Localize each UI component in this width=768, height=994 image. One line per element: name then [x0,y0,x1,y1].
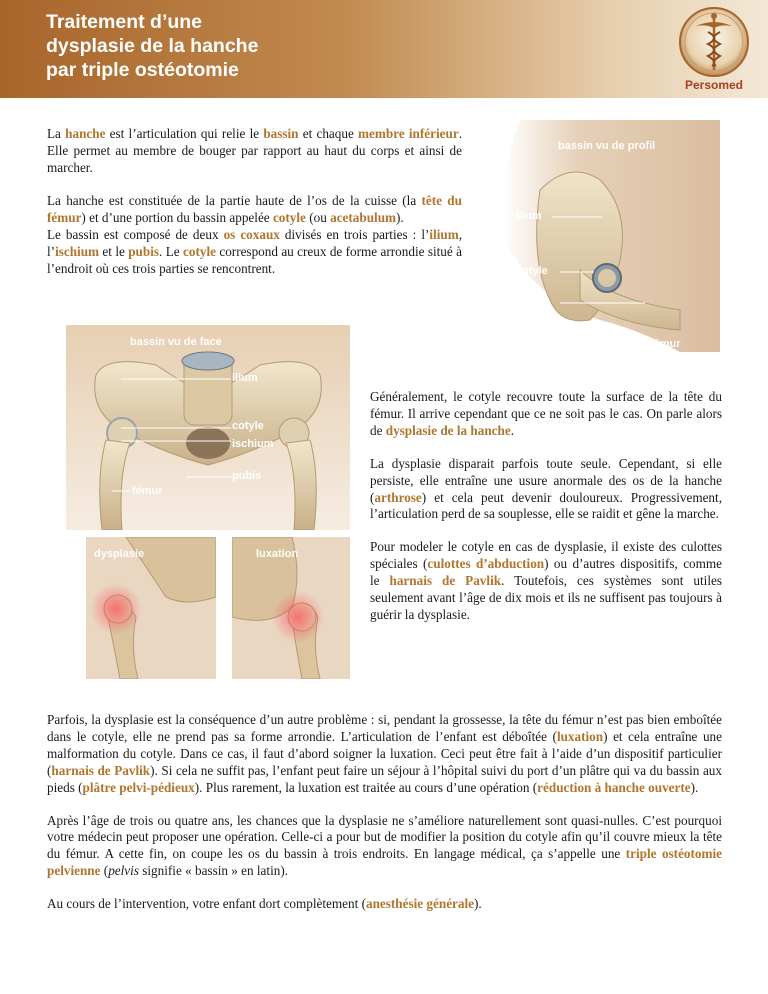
header-banner [0,0,768,98]
rich-paragraph [47,227,462,278]
text-run: , l’ [47,226,462,259]
highlighted-term: culottes d’abduction [427,556,545,572]
profile-femur-label: fémur [650,338,681,350]
highlighted-term: dysplasie de la hanche [385,422,511,438]
profile-title-label: bassin vu de profil [558,140,656,152]
front-title-label: bassin vu de face [130,336,222,348]
rich-paragraph [370,389,722,440]
text-run: Pour modeler le cotyle en cas de dysplasie, il existe des culottes spéciales ( [370,539,722,572]
text-run: . Toutefois, ces systèmes sont utiles seulement avant l’âge de dix mois et ils ne suffisent pas toujours à guérir la dysplasie. [370,573,722,622]
profile-cotyle-label: cotyle [516,265,548,277]
front-ischium-label: ischium [232,438,274,450]
highlighted-term: arthrose [374,489,422,505]
highlighted-term: harnais de Pavlik [51,762,151,778]
text-run: ) et d’une portion du bassin appelée [81,209,273,225]
text-run: ). Si cela ne suffit pas, l’enfant peut faire un séjour à l’hôpital suivi du port d’un plâtre qui va du bassin aux pieds ( [47,762,722,795]
highlighted-term: cotyle [183,243,216,259]
front-pubis-label: pubis [232,470,262,482]
title-line-3: par triple ostéotomie [46,59,239,81]
profile-ischium-label: ischium [516,325,558,337]
text-run: ). Plus rarement, la luxation est traitée au cours d’une opération ( [194,779,538,795]
italic-term: pelvis [108,863,139,879]
text-run: ). [396,209,404,225]
profile-ilium-label: ilium [516,210,542,222]
dysplasia-label: dysplasie [94,548,145,560]
highlighted-term: pubis [128,243,160,259]
highlighted-term: harnais de Pavlik [389,573,502,589]
text-run: Parfois, la dysplasie est la conséquence d’un autre problème : si, pendant la grossesse, la tête du fémur n’est pas bien emboîtée dans le cotyle, elle ne prend pas sa forme arrondie. L’articulation de l’enfant est déboîtée ( [47,712,722,744]
page-title [46,10,406,82]
rich-paragraph [47,896,722,913]
text-run: La hanche est constituée de la partie haute de l’os de la cuisse (la [47,193,422,208]
text-run: ) ou d’autres dispositifs, comme le [370,556,723,589]
highlighted-term: anesthésie générale [365,896,475,912]
text-run: ) et cela peut devenir douloureux. Progressivement, l’articulation perd de sa souplesse, elle se raidit et gêne la marche. [370,489,722,522]
pelvis-profile-figure [480,120,720,352]
text-run: . [510,422,514,438]
brand-name: Persomed [684,78,744,92]
title-line-1: Traitement d’une [46,11,203,33]
text-run: ( [100,863,109,879]
front-cotyle-label: cotyle [232,420,264,432]
text-run: correspond au creux de forme arrondie situé à l’endroit où ces trois parties se rencontrent. [47,243,462,276]
highlighted-term: ischium [55,243,100,259]
rich-paragraph [47,712,722,797]
highlighted-term: réduction à hanche ouverte [537,779,691,795]
highlighted-term: hanche [65,126,106,141]
rich-paragraph [47,193,462,227]
right-column-text [370,389,722,640]
highlighted-term: tête du fémur [47,193,462,225]
text-run: est l’articulation qui relie le [105,126,264,141]
dysplasia-figure [86,537,216,679]
text-run: divisés en trois parties : l’ [279,226,430,242]
title-line-2: dysplasie de la hanche [46,35,259,57]
highlighted-term: luxation [556,728,604,744]
bottom-text [47,712,722,929]
intro-paragraph-2 [47,193,462,278]
highlighted-term: ilium [429,226,459,242]
text-run: et chaque [298,126,359,141]
luxation-figure [232,537,350,679]
text-run: ). [474,896,482,912]
front-ilium-label: ilium [232,372,258,384]
highlighted-term: os coxaux [223,226,280,242]
text-run: (ou [305,209,331,225]
front-femur-label: fémur [132,485,163,497]
text-run: ). [690,779,699,795]
text-run: . Le [159,243,184,259]
text-run: signifie « bassin » en latin). [138,863,289,879]
text-run: et le [99,243,129,259]
highlighted-term: triple ostéotomie pelvienne [47,846,723,879]
text-run: ) et cela entraîne une malformation du cotyle. Dans ce cas, il faut d’abord soigner la luxation. Ceci peut être fait à l’aide d’un dispositif particulier ( [47,728,723,778]
pelvis-front-figure [66,325,350,530]
rich-paragraph [47,813,722,881]
highlighted-term: cotyle [272,209,306,225]
text-run: Au cours de l’intervention, votre enfant dort complètement ( [47,896,366,912]
text-run: Généralement, le cotyle recouvre toute la surface de la tête du fémur. Il arrive cependant que ce ne soit pas le cas. On parle alors de [370,389,722,438]
text-run: Après l’âge de trois ou quatre ans, les chances que la dysplasie ne s’améliore naturellement sont quasi-nulles. C’est pourquoi votre médecin peut proposer une opération. Celle-ci a pour but de modifier la position du cotyle afin qu’il couvre mieux la tête du fémur. A cette fin, on coupe les os du bassin à trois endroits. En langage médical, ça s’appelle une [47,812,722,862]
highlighted-term: plâtre pelvi-pédieux [82,779,195,795]
rich-paragraph [47,126,462,177]
highlighted-term: membre inférieur [358,126,459,141]
intro-paragraph-1 [47,126,462,177]
profile-pubis-label: pubis [516,296,546,308]
rich-paragraph [370,456,722,524]
text-run: La [47,126,66,141]
text-run: . Elle permet au membre de bouger par rapport au haut du corps et ainsi de marcher. [47,126,462,175]
text-run: La dysplasie disparait parfois toute seule. Cependant, si elle persiste, elle entraîne une usure anormale des os de la hanche ( [370,455,722,505]
luxation-label: luxation [256,548,299,560]
text-run: Le bassin est composé de deux [47,226,224,242]
highlighted-term: acetabulum [330,209,397,225]
highlighted-term: bassin [263,126,299,141]
rich-paragraph [370,539,722,624]
